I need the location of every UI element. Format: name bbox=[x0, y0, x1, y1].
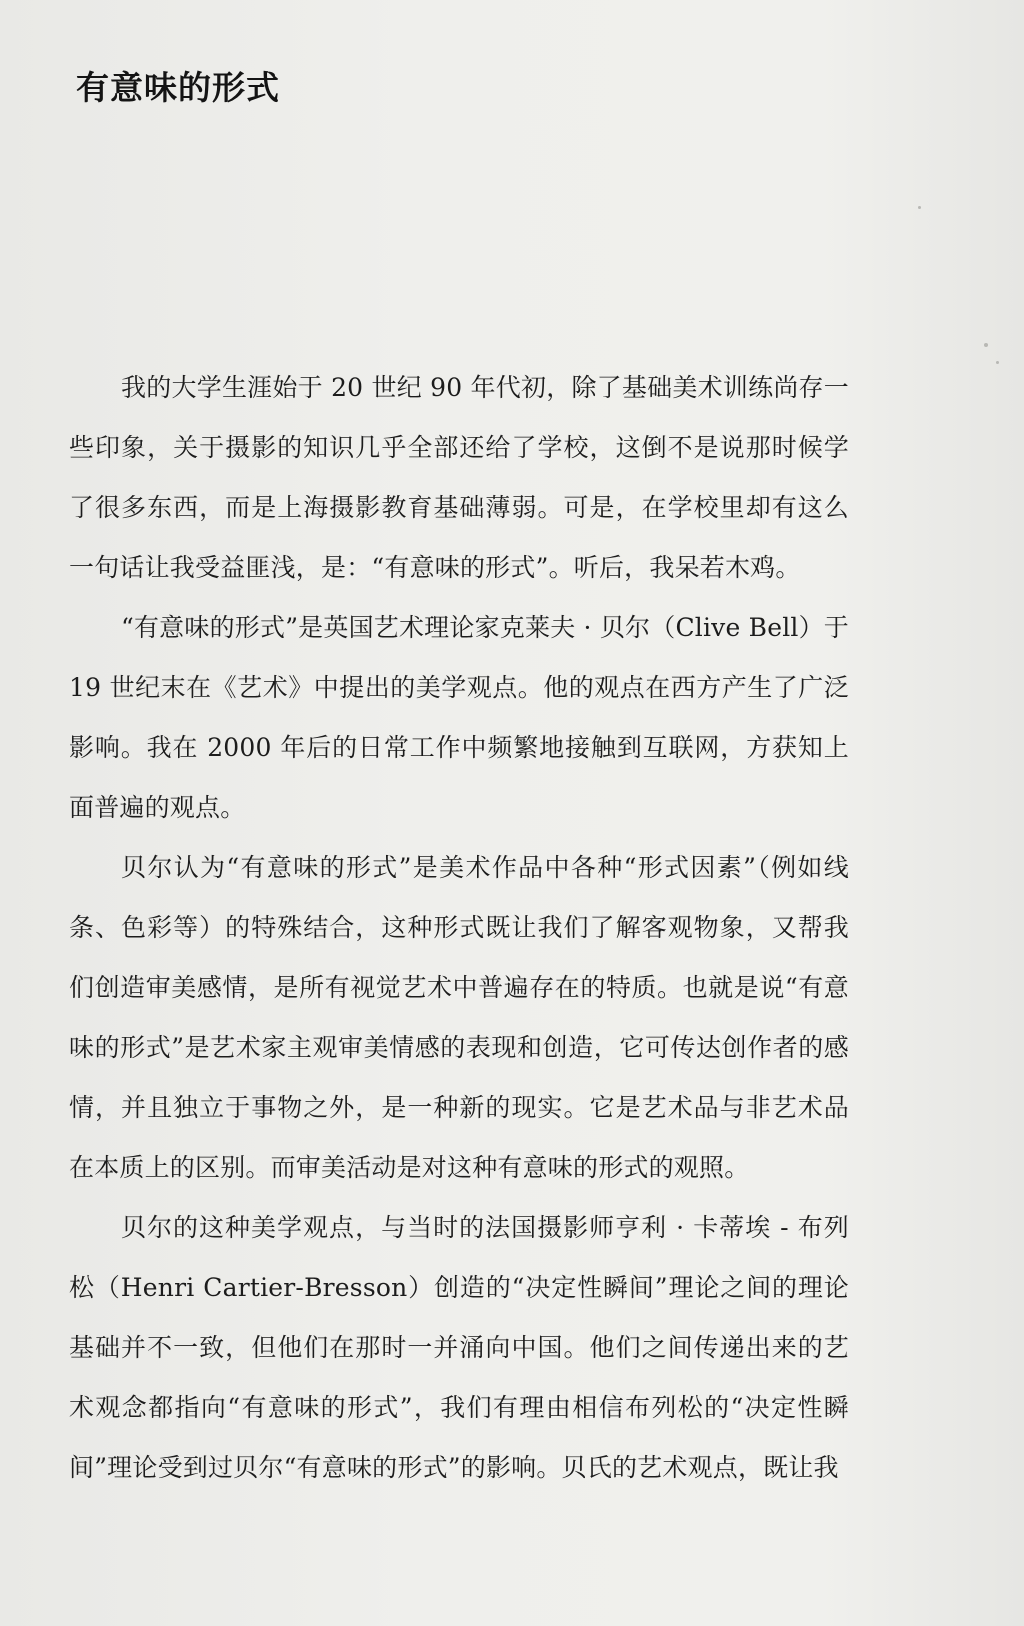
paragraph-1: 我的大学生涯始于 20 世纪 90 年代初，除了基础美术训练尚存一些印象，关于摄影的知识几乎全部还给了学校，这倒不是说那时候学了很多东西，而是上海摄影教育基础薄弱。可是，在学校里却有这么一句话让我受益匪浅，是：“有意味的形式”。听后，我呆若木鸡。 bbox=[69, 373, 849, 582]
paragraph-2: “有意味的形式”是英国艺术理论家克莱夫 · 贝尔（Clive Bell）于 19 世纪末在《艺术》中提出的美学观点。他的观点在西方产生了广泛影响。我在 2000 年后的日常工作中频繁地接触到互联网，方获知上面普遍的观点。 bbox=[69, 613, 849, 822]
body-text bbox=[69, 358, 849, 1498]
paper-speck bbox=[918, 206, 921, 209]
paper-speck bbox=[996, 361, 999, 364]
chapter-title: 有意味的形式 bbox=[76, 68, 280, 107]
paragraph-3: 贝尔认为“有意味的形式”是美术作品中各种“形式因素”（例如线条、色彩等）的特殊结合，这种形式既让我们了解客观物象，又帮我们创造审美感情，是所有视觉艺术中普遍存在的特质。也就是说“有意味的形式”是艺术家主观审美情感的表现和创造，它可传达创作者的感情，并且独立于事物之外，是一种新的现实。它是艺术品与非艺术品在本质上的区别。而审美活动是对这种有意味的形式的观照。 bbox=[69, 853, 849, 1182]
paper-speck bbox=[984, 343, 988, 347]
paragraph-4: 贝尔的这种美学观点，与当时的法国摄影师亨利 · 卡蒂埃 - 布列松（Henri Cartier-Bresson）创造的“决定性瞬间”理论之间的理论基础并不一致，但他们在那时一并涌向中国。他们之间传递出来的艺术观念都指向“有意味的形式”，我们有理由相信布列松的“决定性瞬间”理论受到过贝尔“有意味的形式”的影响。贝氏的艺术观点，既让我 bbox=[69, 1213, 849, 1482]
